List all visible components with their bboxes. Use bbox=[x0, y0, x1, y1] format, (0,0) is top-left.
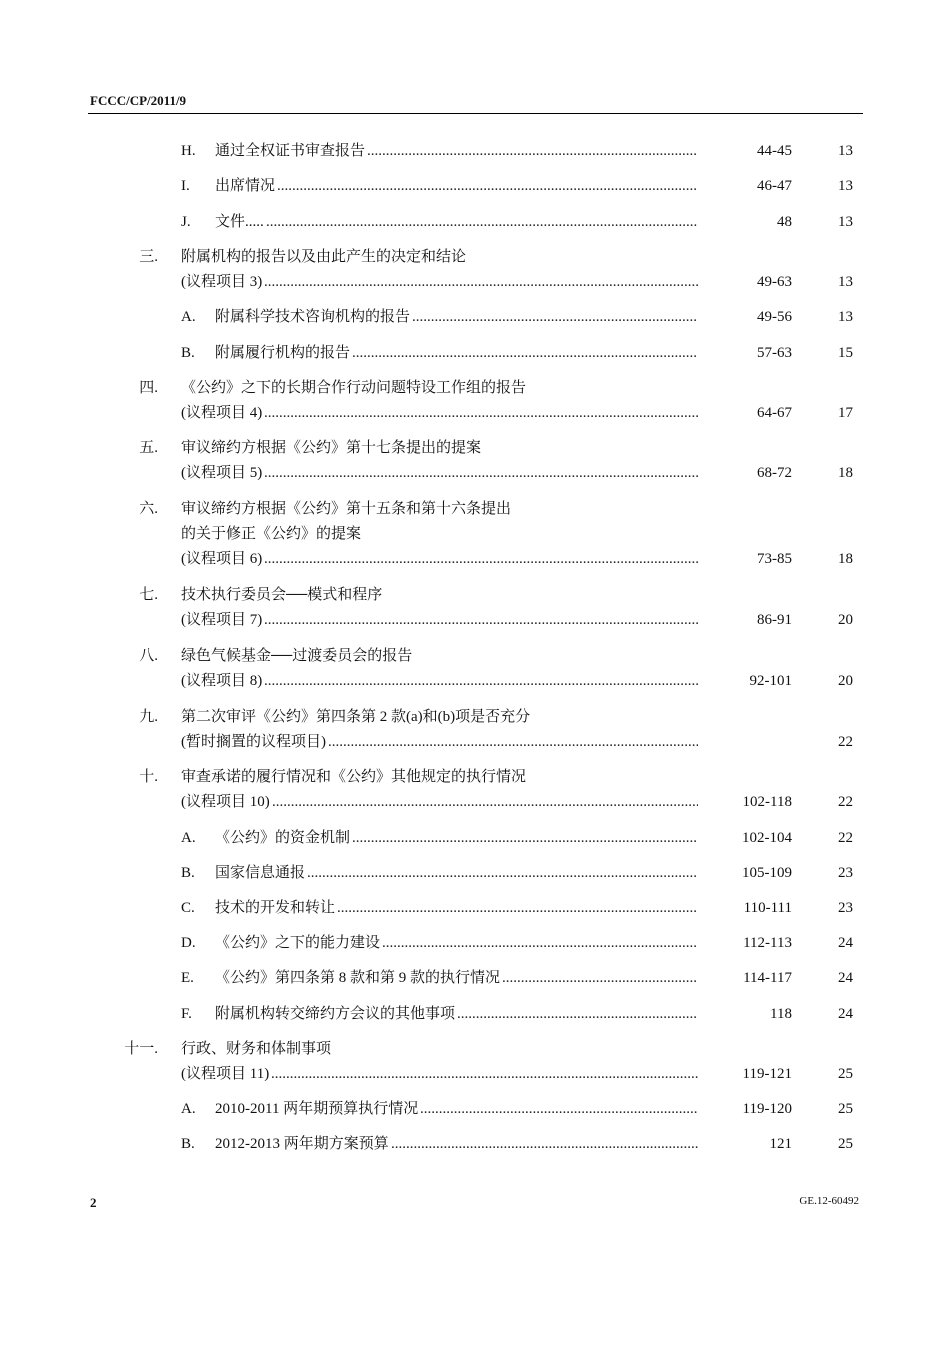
paragraph-range: 118 bbox=[770, 1006, 792, 1022]
toc-entry-title: 审议缔约方根据《公约》第十五条和第十六条提出 bbox=[181, 501, 512, 517]
dot-leader bbox=[264, 671, 698, 691]
toc-entry-line bbox=[0, 272, 950, 292]
paragraph-range: 49-56 bbox=[757, 309, 792, 325]
page-reference: 18 bbox=[838, 551, 853, 567]
page-reference: 22 bbox=[838, 794, 853, 810]
toc-entry-line bbox=[0, 141, 950, 161]
page-reference: 13 bbox=[838, 214, 853, 230]
dot-leader bbox=[266, 212, 698, 232]
page-reference: 18 bbox=[838, 465, 853, 481]
dot-leader bbox=[352, 343, 698, 363]
toc-entry-title: 附属机构转交缔约方会议的其他事项 bbox=[215, 1006, 456, 1022]
toc-entry-label: 十. bbox=[139, 769, 158, 785]
page-reference: 25 bbox=[838, 1066, 853, 1082]
page-reference: 25 bbox=[838, 1136, 853, 1152]
toc-entry-title: 出席情况 bbox=[215, 178, 276, 194]
toc-entry-title: (议程项目 11) bbox=[181, 1066, 270, 1082]
dot-leader bbox=[328, 732, 698, 752]
dot-leader bbox=[367, 141, 698, 161]
page-reference: 13 bbox=[838, 309, 853, 325]
document-symbol: FCCC/CP/2011/9 bbox=[90, 93, 187, 108]
paragraph-range: 68-72 bbox=[757, 465, 792, 481]
toc-entry-line bbox=[0, 176, 950, 196]
toc-entry-label: 三. bbox=[139, 249, 158, 265]
dot-leader bbox=[264, 272, 698, 292]
page-reference: 13 bbox=[838, 178, 853, 194]
toc-entry-title: 附属机构的报告以及由此产生的决定和结论 bbox=[181, 249, 467, 265]
paragraph-range: 49-63 bbox=[757, 274, 792, 290]
toc-entry-line bbox=[0, 707, 950, 727]
toc-entry-line bbox=[0, 247, 950, 267]
toc-entry-line bbox=[0, 1064, 950, 1084]
toc-entry-title: 附属科学技术咨询机构的报告 bbox=[215, 309, 411, 325]
page-reference: 20 bbox=[838, 673, 853, 689]
toc-entry-title: 审议缔约方根据《公约》第十七条提出的提案 bbox=[181, 440, 482, 456]
toc-entry-title: 《公约》之下的长期合作行动问题特设工作组的报告 bbox=[181, 380, 527, 396]
paragraph-range: 119-120 bbox=[742, 1101, 792, 1117]
paragraph-range: 46-47 bbox=[757, 178, 792, 194]
toc-entry-label: D. bbox=[181, 935, 196, 951]
toc-entry-line bbox=[0, 524, 950, 544]
page-reference: 15 bbox=[838, 345, 853, 361]
toc-entry-line bbox=[0, 343, 950, 363]
header-divider bbox=[88, 113, 863, 114]
dot-leader bbox=[502, 968, 698, 988]
page-reference: 13 bbox=[838, 143, 853, 159]
toc-entry-label: 四. bbox=[139, 380, 158, 396]
toc-entry-line bbox=[0, 307, 950, 327]
paragraph-range: 102-118 bbox=[742, 794, 792, 810]
toc-entry-title: 的关于修正《公约》的提案 bbox=[181, 526, 362, 542]
dot-leader bbox=[272, 792, 698, 812]
dot-leader bbox=[382, 933, 698, 953]
paragraph-range: 119-121 bbox=[742, 1066, 792, 1082]
dot-leader bbox=[457, 1004, 698, 1024]
toc-entry-line bbox=[0, 403, 950, 423]
toc-entry-title: (议程项目 6) bbox=[181, 551, 263, 567]
toc-entry-label: 十一. bbox=[124, 1041, 158, 1057]
toc-entry-title: 技术的开发和转让 bbox=[215, 900, 336, 916]
toc-entry-label: F. bbox=[181, 1006, 192, 1022]
toc-entry-label: J. bbox=[181, 214, 191, 230]
toc-entry-title: 行政、财务和体制事项 bbox=[181, 1041, 332, 1057]
toc-entry-title: (暂时搁置的议程项目) bbox=[181, 734, 326, 750]
toc-entry-title: 《公约》第四条第 8 款和第 9 款的执行情况 bbox=[215, 970, 501, 986]
toc-entry-line bbox=[0, 863, 950, 883]
dot-leader bbox=[264, 403, 698, 423]
paragraph-range: 110-111 bbox=[743, 900, 792, 916]
toc-entry-title: 附属履行机构的报告 bbox=[215, 345, 351, 361]
page-reference: 25 bbox=[838, 1101, 853, 1117]
paragraph-range: 48 bbox=[777, 214, 792, 230]
toc-entry-label: B. bbox=[181, 865, 195, 881]
toc-entry-label: 九. bbox=[139, 709, 158, 725]
toc-entry-line bbox=[0, 828, 950, 848]
toc-entry-label: H. bbox=[181, 143, 196, 159]
toc-entry-label: 五. bbox=[139, 440, 158, 456]
toc-entry-title: 审查承诺的履行情况和《公约》其他规定的执行情况 bbox=[181, 769, 527, 785]
toc-entry-label: 八. bbox=[139, 648, 158, 664]
toc-entry-label: A. bbox=[181, 1101, 196, 1117]
paragraph-range: 114-117 bbox=[743, 970, 792, 986]
toc-entry-title: 2012-2013 两年期方案预算 bbox=[215, 1136, 389, 1152]
paragraph-range: 64-67 bbox=[757, 405, 792, 421]
page-reference: 23 bbox=[838, 865, 853, 881]
toc-entry-title: 国家信息通报 bbox=[215, 865, 306, 881]
page-reference: 24 bbox=[838, 935, 853, 951]
paragraph-range: 57-63 bbox=[757, 345, 792, 361]
toc-entry-line bbox=[0, 732, 950, 752]
page-reference: 24 bbox=[838, 1006, 853, 1022]
toc-entry-line bbox=[0, 767, 950, 787]
dot-leader bbox=[264, 549, 698, 569]
toc-entry-label: B. bbox=[181, 345, 195, 361]
toc-entry-label: E. bbox=[181, 970, 194, 986]
paragraph-range: 92-101 bbox=[749, 673, 792, 689]
dot-leader bbox=[264, 463, 698, 483]
toc-entry-label: I. bbox=[181, 178, 190, 194]
page-reference: 24 bbox=[838, 970, 853, 986]
dot-leader bbox=[264, 610, 698, 630]
paragraph-range: 102-104 bbox=[742, 830, 792, 846]
toc-entry-title: 第二次审评《公约》第四条第 2 款(a)和(b)项是否充分 bbox=[181, 709, 531, 725]
toc-entry-title: (议程项目 4) bbox=[181, 405, 263, 421]
toc-entry-title: (议程项目 10) bbox=[181, 794, 270, 810]
toc-entry-title: (议程项目 5) bbox=[181, 465, 263, 481]
dot-leader bbox=[412, 307, 698, 327]
toc-entry-label: C. bbox=[181, 900, 195, 916]
toc-entry-line bbox=[0, 1039, 950, 1059]
paragraph-range: 105-109 bbox=[742, 865, 792, 881]
toc-entry-line bbox=[0, 585, 950, 605]
page-reference: 22 bbox=[838, 734, 853, 750]
toc-entry-label: 七. bbox=[139, 587, 158, 603]
paragraph-range: 121 bbox=[769, 1136, 792, 1152]
paragraph-range: 86-91 bbox=[757, 612, 792, 628]
toc-entry-line bbox=[0, 463, 950, 483]
toc-entry-label: B. bbox=[181, 1136, 195, 1152]
toc-entry-title: 通过全权证书审查报告 bbox=[215, 143, 366, 159]
toc-entry-line bbox=[0, 968, 950, 988]
toc-entry-label: A. bbox=[181, 830, 196, 846]
toc-entry-line bbox=[0, 1134, 950, 1154]
toc-entry-line bbox=[0, 898, 950, 918]
toc-entry-line bbox=[0, 1004, 950, 1024]
toc-entry-line bbox=[0, 646, 950, 666]
page-reference: 17 bbox=[838, 405, 853, 421]
job-code: GE.12-60492 bbox=[799, 1195, 859, 1207]
toc-entry-label: 六. bbox=[139, 501, 158, 517]
dot-leader bbox=[352, 828, 698, 848]
toc-entry-line bbox=[0, 671, 950, 691]
page-reference: 22 bbox=[838, 830, 853, 846]
page-reference: 23 bbox=[838, 900, 853, 916]
toc-entry-title: 技术执行委员会──模式和程序 bbox=[181, 587, 383, 603]
toc-entry-line bbox=[0, 610, 950, 630]
page-number: 2 bbox=[90, 1195, 97, 1210]
dot-leader bbox=[271, 1064, 698, 1084]
toc-entry-title: 绿色气候基金──过渡委员会的报告 bbox=[181, 648, 413, 664]
paragraph-range: 112-113 bbox=[743, 935, 792, 951]
dot-leader bbox=[420, 1099, 698, 1119]
toc-entry-label: A. bbox=[181, 309, 196, 325]
page-reference: 13 bbox=[838, 274, 853, 290]
toc-entry-line bbox=[0, 549, 950, 569]
toc-entry-line bbox=[0, 933, 950, 953]
dot-leader bbox=[277, 176, 698, 196]
paragraph-range: 44-45 bbox=[757, 143, 792, 159]
toc-entry-line bbox=[0, 792, 950, 812]
toc-entry-title: 《公约》的资金机制 bbox=[215, 830, 351, 846]
paragraph-range: 73-85 bbox=[757, 551, 792, 567]
toc-entry-title: (议程项目 8) bbox=[181, 673, 263, 689]
toc-entry-title: (议程项目 3) bbox=[181, 274, 263, 290]
dot-leader bbox=[337, 898, 698, 918]
toc-entry-title: (议程项目 7) bbox=[181, 612, 263, 628]
dot-leader bbox=[391, 1134, 698, 1154]
toc-entry-title: 2010-2011 两年期预算执行情况 bbox=[215, 1101, 419, 1117]
toc-entry-line bbox=[0, 1099, 950, 1119]
toc-entry-line bbox=[0, 212, 950, 232]
dot-leader bbox=[307, 863, 698, 883]
toc-entry-line bbox=[0, 499, 950, 519]
toc-entry-line bbox=[0, 438, 950, 458]
page-reference: 20 bbox=[838, 612, 853, 628]
toc-entry-title: 《公约》之下的能力建设 bbox=[215, 935, 381, 951]
toc-entry-title: 文件..... bbox=[215, 214, 264, 230]
toc-entry-line bbox=[0, 378, 950, 398]
